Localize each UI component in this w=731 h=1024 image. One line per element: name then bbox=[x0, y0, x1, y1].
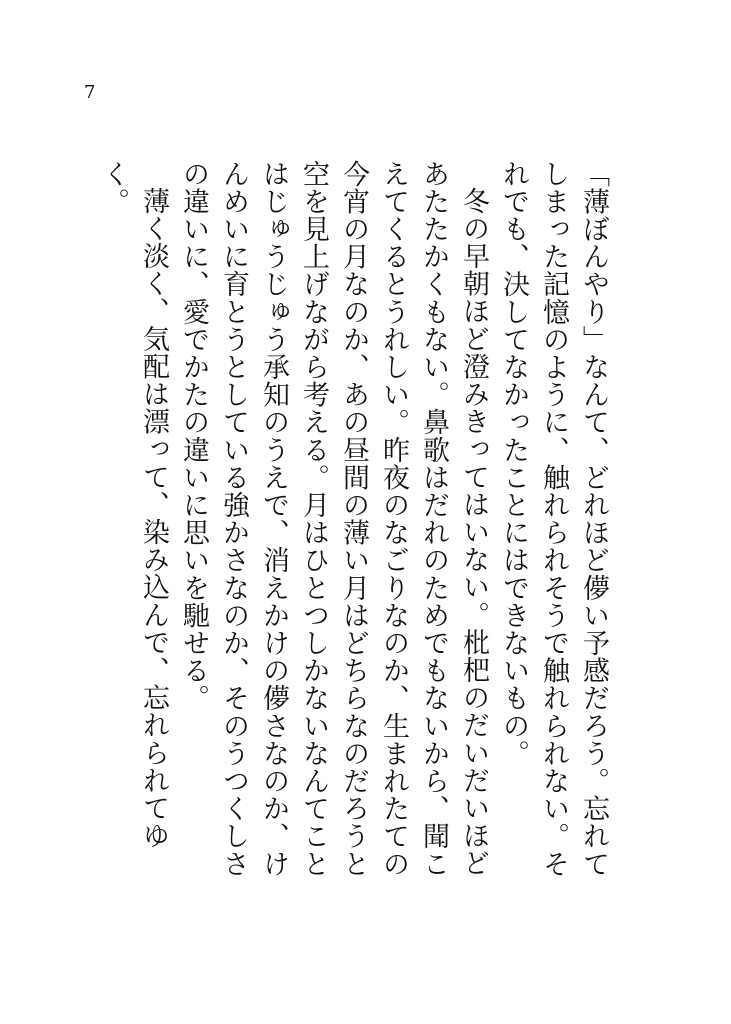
vertical-text-body bbox=[93, 160, 613, 890]
paragraph-1: 「薄ぼんやり」なんて、どれほど儚い予感だろう。忘れてしまった記憶のように、触れられそうで触れられない。それでも、決してなかったことにはできないもの。 bbox=[498, 160, 609, 878]
paragraph-2: 冬の早朝ほど澄みきってはいない。枇杷のだいだいほどあたたかくもない。鼻歌はだれのためでもないから、聞こえてくるとうれしい。昨夜のなごりなのか、生まれたての今宵の月なのか、あの昼間の薄い月はどちらなのだろうと空を見上げながら考える。月はひとつしかないなんてことはじゅうじゅう承知のうえで、消えかけの儚さなのか、けんめいに育とうとしている強かさなのか、そのうつくしさの違いに、愛でかたの違いに思いを馳せる。 bbox=[178, 160, 489, 878]
page-number: 7 bbox=[84, 82, 96, 103]
paragraph-3: 薄く淡く、気配は漂って、染み込んで、忘れられてゆく。 bbox=[98, 160, 169, 850]
